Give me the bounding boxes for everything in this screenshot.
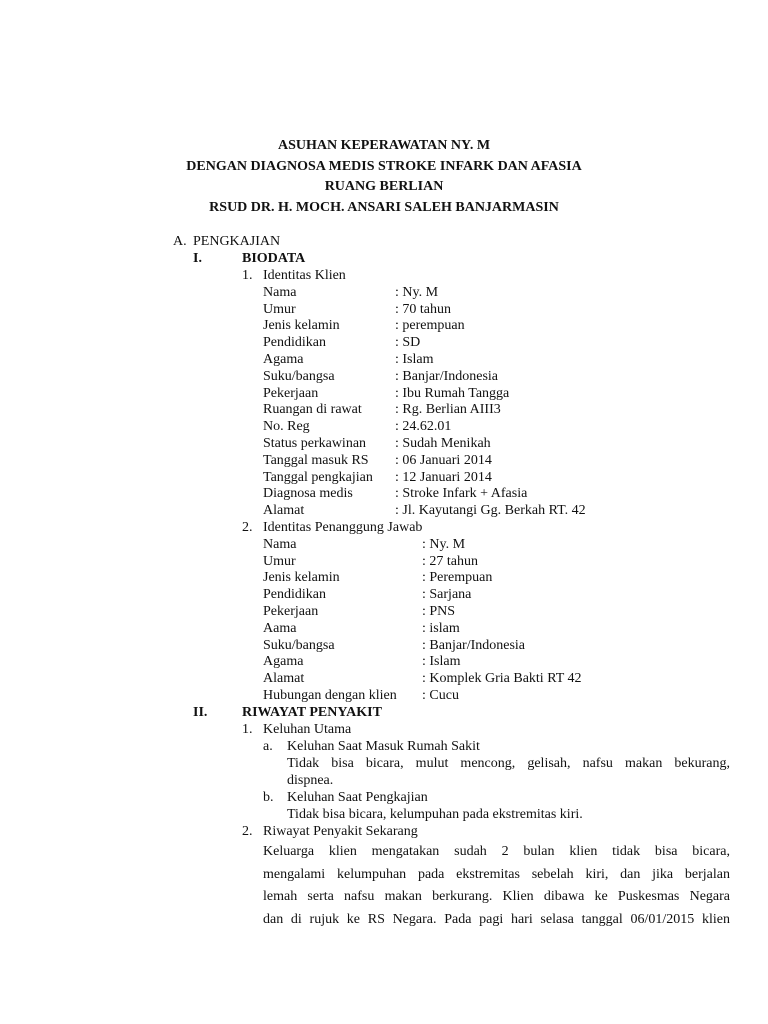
text-line: mengalami kelumpuhan pada ekstremitas sebelah kiri, dan jika berjalan bbox=[263, 866, 730, 882]
field-value: : Jl. Kayutangi Gg. Berkah RT. 42 bbox=[395, 503, 586, 518]
riwayat-sekarang-title: Riwayat Penyakit Sekarang bbox=[263, 824, 418, 839]
keluhan-utama-marker: 1. bbox=[242, 722, 253, 737]
field-value: : Komplek Gria Bakti RT 42 bbox=[422, 671, 582, 686]
field-label: Pendidikan bbox=[263, 587, 326, 602]
field-value: : Sarjana bbox=[422, 587, 472, 602]
section-ii-title: RIWAYAT PENYAKIT bbox=[242, 705, 382, 720]
text-line: lemah serta nafsu makan berkurang. Klien dibawa ke Puskesmas Negara bbox=[263, 889, 730, 904]
field-label: Tanggal pengkajian bbox=[263, 470, 373, 485]
field-value: : perempuan bbox=[395, 318, 465, 333]
field-label: Umur bbox=[263, 554, 296, 569]
field-value: : Banjar/Indonesia bbox=[422, 638, 526, 653]
keluhan-masuk-title: Keluhan Saat Masuk Rumah Sakit bbox=[287, 739, 480, 754]
field-label: Suku/bangsa bbox=[263, 369, 335, 384]
field-label: Agama bbox=[263, 352, 304, 367]
field-label: Nama bbox=[263, 285, 297, 300]
field-label: Ruangan di rawat bbox=[263, 402, 362, 417]
title-line-2: DENGAN DIAGNOSA MEDIS STROKE INFARK DAN AFASIA bbox=[186, 158, 582, 174]
keluhan-masuk-marker: a. bbox=[263, 739, 273, 754]
field-label: No. Reg bbox=[263, 419, 310, 434]
keluhan-pengkajian-marker: b. bbox=[263, 790, 274, 805]
field-label: Nama bbox=[263, 537, 297, 552]
field-label: Agama bbox=[263, 654, 304, 669]
section-ii-marker: II. bbox=[193, 705, 208, 720]
title-line-1: ASUHAN KEPERAWATAN NY. M bbox=[277, 138, 491, 153]
field-value: : Ny. M bbox=[422, 537, 466, 552]
field-label: Pekerjaan bbox=[263, 386, 319, 401]
keluhan-masuk-text bbox=[287, 756, 730, 773]
document-title bbox=[0, 136, 768, 218]
keluhan-pengkajian-text: Tidak bisa bicara, kelumpuhan pada ekstremitas kiri. bbox=[287, 807, 583, 822]
field-value: : Islam bbox=[422, 654, 461, 669]
field-value: : 06 Januari 2014 bbox=[395, 453, 492, 468]
field-label: Jenis kelamin bbox=[263, 570, 340, 585]
riwayat-sekarang-text bbox=[263, 841, 730, 931]
section-a-title: PENGKAJIAN bbox=[193, 234, 281, 249]
field-label: Status perkawinan bbox=[263, 436, 367, 451]
title-line-4: RSUD DR. H. MOCH. ANSARI SALEH BANJARMASIN bbox=[209, 199, 559, 215]
field-value: : 27 tahun bbox=[422, 554, 478, 569]
field-value: : Ny. M bbox=[395, 285, 439, 300]
field-value: : SD bbox=[395, 335, 421, 350]
section-i-marker: I. bbox=[193, 251, 202, 266]
field-value: : PNS bbox=[422, 604, 456, 619]
text-line: dispnea. bbox=[287, 773, 334, 788]
field-value: : islam bbox=[422, 621, 460, 636]
field-label: Suku/bangsa bbox=[263, 638, 335, 653]
field-value: : Rg. Berlian AIII3 bbox=[395, 402, 501, 417]
field-label: Pekerjaan bbox=[263, 604, 319, 619]
field-label: Alamat bbox=[263, 671, 305, 686]
field-value: : Islam bbox=[395, 352, 434, 367]
title-line-3: RUANG BERLIAN bbox=[324, 179, 444, 194]
field-value: : Stroke Infark + Afasia bbox=[395, 486, 528, 501]
section-i-title: BIODATA bbox=[242, 251, 306, 266]
field-value: : Perempuan bbox=[422, 570, 493, 585]
field-label: Pendidikan bbox=[263, 335, 326, 350]
identitas-penanggung-title: Identitas Penanggung Jawab bbox=[263, 520, 423, 535]
identitas-penanggung-marker: 2. bbox=[242, 520, 253, 535]
field-label: Umur bbox=[263, 302, 296, 317]
field-value: : Cucu bbox=[422, 688, 459, 703]
riwayat-sekarang-marker: 2. bbox=[242, 824, 253, 839]
identitas-klien-marker: 1. bbox=[242, 268, 253, 283]
text-line: Keluarga klien mengatakan sudah 2 bulan klien tidak bisa bicara, bbox=[263, 844, 730, 859]
field-label: Diagnosa medis bbox=[263, 486, 353, 501]
field-value: : Ibu Rumah Tangga bbox=[395, 386, 510, 401]
field-label: Tanggal masuk RS bbox=[263, 453, 369, 468]
field-value: : 70 tahun bbox=[395, 302, 451, 317]
field-value: : 24.62.01 bbox=[395, 419, 452, 434]
text-line: Tidak bisa bicara, mulut mencong, gelisah, nafsu makan bekurang, bbox=[287, 756, 730, 771]
field-label: Aama bbox=[263, 621, 297, 636]
keluhan-pengkajian-title: Keluhan Saat Pengkajian bbox=[287, 790, 428, 805]
field-label: Hubungan dengan klien bbox=[263, 688, 397, 703]
section-a-marker: A. bbox=[173, 234, 187, 249]
field-value: : Banjar/Indonesia bbox=[395, 369, 499, 384]
field-label: Jenis kelamin bbox=[263, 318, 340, 333]
field-value: : 12 Januari 2014 bbox=[395, 470, 492, 485]
identitas-klien-title: Identitas Klien bbox=[263, 268, 346, 283]
field-value: : Sudah Menikah bbox=[395, 436, 491, 451]
field-label: Alamat bbox=[263, 503, 305, 518]
keluhan-utama-title: Keluhan Utama bbox=[263, 722, 352, 737]
text-line: dan di rujuk ke RS Negara. Pada pagi hari selasa tanggal 06/01/2015 klien bbox=[263, 911, 730, 927]
